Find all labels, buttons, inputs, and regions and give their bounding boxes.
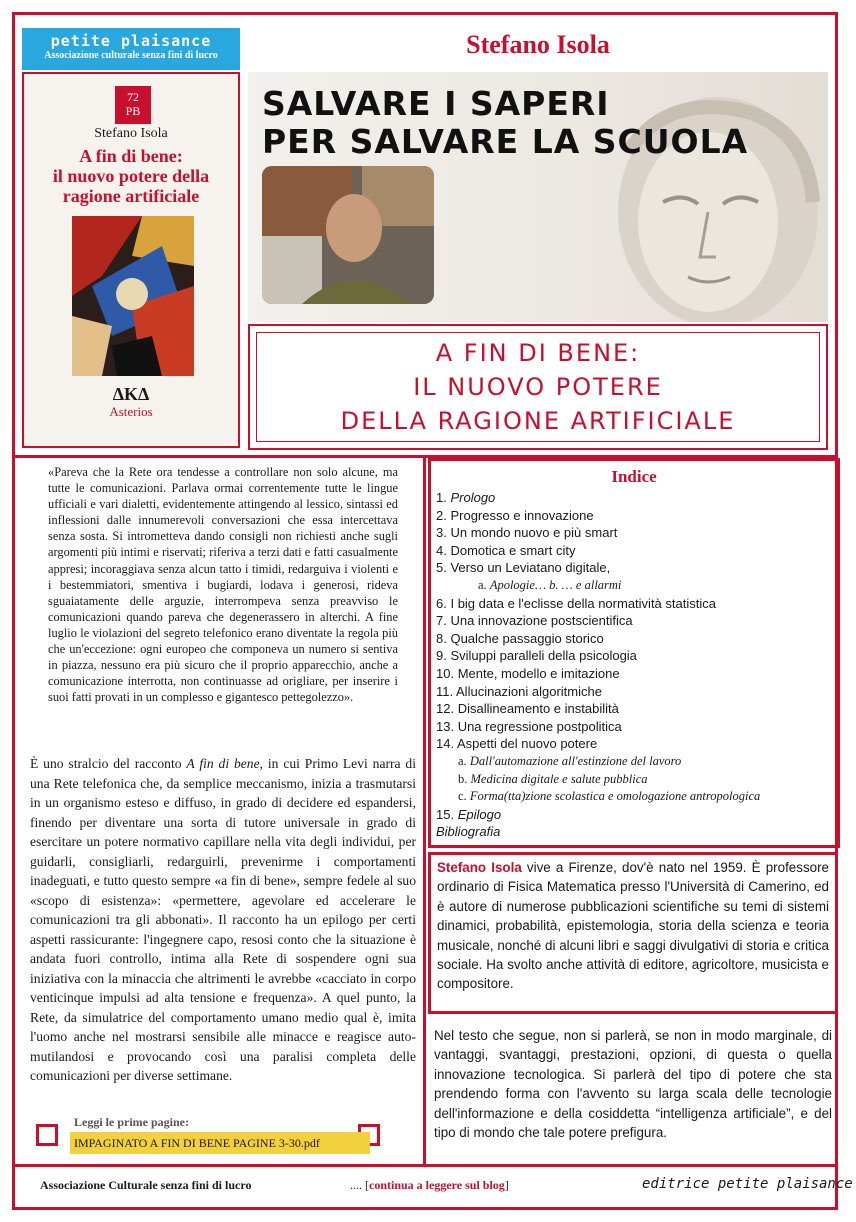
index-item bbox=[436, 524, 836, 542]
index-item-number: 12. bbox=[436, 701, 458, 717]
index-item bbox=[436, 489, 836, 507]
series-number: 72 bbox=[127, 90, 139, 104]
index-item-title: Domotica e smart city bbox=[450, 542, 576, 558]
cover-title-line: il nuovo potere della bbox=[52, 166, 210, 186]
index-item bbox=[436, 700, 836, 718]
index-item-title: Epilogo bbox=[457, 806, 502, 822]
subtitle-line-2: IL NUOVO POTERE bbox=[413, 373, 663, 401]
index-item-number: a. bbox=[458, 753, 470, 768]
subtitle-line-3: DELLA RAGIONE ARTIFICIALE bbox=[340, 407, 736, 435]
index-item-title: Aspetti del nuovo potere bbox=[456, 736, 598, 752]
author-heading: Stefano Isola bbox=[466, 30, 610, 59]
index-item bbox=[436, 542, 836, 560]
index-item-title: Dall'automazione all'estinzione del lavoro bbox=[469, 753, 682, 768]
index-item-number: 8. bbox=[436, 630, 451, 646]
intro-text bbox=[30, 754, 416, 1086]
footer-prefix: .... [ bbox=[350, 1178, 369, 1192]
index-item-title: Sviluppi paralleli della psicologia bbox=[450, 648, 637, 664]
summary-paragraph: Nel testo che segue, non si parlerà, se non in modo marginale, di vantaggi, svantaggi, prestazioni, opzioni, di questa o quella innovazione tecnologica. Si parlerà del tipo di potere che sta prendendo forma con l'avvento su larga scala delle tecnologie dell'informazione e della cosiddetta “intelligenza artificiale”, e del tipo di mondo che tale potere prefigura. bbox=[434, 1028, 832, 1141]
index-item bbox=[436, 806, 836, 824]
index-item bbox=[436, 823, 836, 841]
index-item bbox=[436, 577, 836, 595]
author-photo bbox=[262, 166, 434, 304]
index-item-number: 14. bbox=[436, 736, 457, 752]
bio-name: Stefano Isola bbox=[437, 860, 522, 875]
publisher-logo: ΔΚΔ bbox=[112, 384, 150, 404]
banner-line-2: PER SALVARE LA SCUOLA bbox=[262, 122, 749, 161]
pdf-link[interactable]: IMPAGINATO A FIN DI BENE PAGINE 3-30.pdf bbox=[70, 1132, 370, 1154]
index-item bbox=[436, 735, 836, 753]
read-first-pages bbox=[30, 1112, 386, 1158]
index-item-number: 11. bbox=[436, 683, 457, 699]
publisher-name: Asterios bbox=[109, 404, 153, 419]
index-item bbox=[436, 753, 836, 771]
footer-blog bbox=[350, 1178, 509, 1193]
index-list bbox=[436, 489, 836, 841]
cover-title bbox=[24, 146, 238, 206]
quote-excerpt bbox=[48, 464, 398, 705]
index-item-number: 10. bbox=[436, 665, 458, 681]
table-of-contents bbox=[428, 458, 840, 848]
index-item-title: Qualche passaggio storico bbox=[450, 630, 604, 646]
index-item-number: a. bbox=[478, 577, 490, 592]
index-item-title: Progresso e innovazione bbox=[450, 507, 594, 523]
index-item bbox=[436, 630, 836, 648]
index-item bbox=[436, 771, 836, 789]
index-item-title: Disallineamento e instabilità bbox=[457, 701, 619, 717]
index-item-title: Mente, modello e imitazione bbox=[457, 665, 620, 681]
index-item bbox=[436, 665, 836, 683]
index-item-number: 2. bbox=[436, 507, 451, 523]
index-item-number: 3. bbox=[436, 525, 451, 541]
intro-italic: A fin di bene bbox=[186, 756, 260, 771]
brand-header bbox=[22, 28, 240, 70]
index-item-title: Una innovazione postscientifica bbox=[450, 613, 633, 629]
index-item bbox=[436, 647, 836, 665]
summary-text bbox=[434, 1026, 832, 1142]
index-item bbox=[436, 718, 836, 736]
banner-line-1: SALVARE I SAPERI bbox=[262, 84, 610, 123]
subtitle-line-1: A FIN DI BENE: bbox=[435, 339, 641, 367]
brand-name: petite plaisance bbox=[50, 32, 212, 50]
index-item-number: 7. bbox=[436, 613, 451, 629]
cover-artwork bbox=[72, 216, 194, 376]
cover-title-line: A fin di bene: bbox=[79, 146, 183, 166]
index-title: Indice bbox=[611, 467, 657, 486]
index-item-title: Un mondo nuovo e più smart bbox=[450, 525, 618, 541]
read-label: Leggi le prime pagine: bbox=[74, 1115, 189, 1129]
cover-author: Stefano Isola bbox=[94, 126, 168, 141]
quote-text: «Pareva che la Rete ora tendesse a controllare non solo alcune, ma tutte le comunicazioni. Parlava ormai correntemente tutte le lingue ufficiali e vari dialetti, evidentemente attingendo al lessico, sintassi ed inflessioni dalle innumerevoli conversazioni che essa intercettava senza sosta. Si intrometteva dando consigli non richiesti anche sugli argomenti più intimi e riservati; riferiva a terzi dati e fatti casualmente appresi; incoraggiava senza alcun tatto i timidi, redarguiva i violenti e i bestemmiatori, smentiva i bugiardi, lodava i generosi, rideva sguaiatamente delle arguzie, interrompeva senza preavviso le comunicazioni quando pareva che degenerassero in alterchi. A fine luglio le violazioni del segreto telefonico erano diventate la regola più che un'eccezione: ogni europeo che componeva un numero si sentiva in piazza, nessuno era più sicuro che il proprio apparecchio, anche a comunicazione interrotta, non continuasse ad origliare, per inserire i suoi fatti provati in un complesso e gigantesco pettegolezzo». bbox=[48, 465, 398, 705]
index-item-number: c. bbox=[458, 789, 470, 804]
footer-suffix: ] bbox=[504, 1178, 509, 1192]
author-bio bbox=[428, 852, 838, 1014]
index-item bbox=[436, 507, 836, 525]
banner bbox=[248, 72, 828, 322]
index-item-title: Bibliografia bbox=[436, 824, 501, 840]
intro-part1: È uno stralcio del racconto bbox=[30, 756, 187, 771]
index-item-title: Allucinazioni algoritmiche bbox=[456, 683, 602, 699]
index-item-number: 1. bbox=[436, 490, 451, 505]
subtitle-box bbox=[248, 324, 828, 450]
index-item bbox=[436, 683, 836, 701]
index-item bbox=[436, 788, 836, 806]
index-item-number: 5. bbox=[436, 560, 451, 576]
index-item-title: Prologo bbox=[450, 490, 496, 505]
index-item-number: 4. bbox=[436, 542, 451, 558]
index-item-title: Una regressione postpolitica bbox=[457, 718, 622, 734]
index-item bbox=[436, 612, 836, 630]
index-item-number: 13. bbox=[436, 718, 458, 734]
footer-publisher: editrice petite plaisance bbox=[642, 1176, 853, 1192]
cover-title-line: ragione artificiale bbox=[62, 186, 200, 206]
index-item bbox=[436, 559, 836, 577]
book-cover[interactable] bbox=[22, 72, 240, 448]
index-item-title: Verso un Leviatano digitale, bbox=[450, 560, 611, 576]
intro-part2: , in cui Primo Levi narra di una Rete telefonica che, da semplice meccanismo, inizia a trasmutarsi in un organismo esteso e diffuso, in grado di decidere ed espandersi, finendo per diventare una sorta di tutore universale in grado di esercitare un potere normativo capillare nella vita degli individui, per guidarli, consigliarli, redarguirli, prevenirme i comportamenti inadeguati, e tutto questo sempre «a fin di bene», sempre fedele al suo «scopo di esistenza»: «permettere, agevolare ed accelerare le comunicazioni tra gli abbonati». Il racconto ha un epilogo per certi aspetti rassicurante: l'ingegnere capo, resosi conto che la situazione è andata fuori controllo, intima alla Rete di sospendere ogni sua iniziativa con la minaccia che altrimenti le avrebbe «cacciato in corpo venticinque impulsi ad alta tensione e frequenza». A quel punto, la Rete, da simulatrice del comportamento umano medio qual è, imita l'uomo anche nel mostrarsi sensibile alle minacce e reagisce auto-mutilandosi e provocando così una paralisi completa delle comunicazioni per diverse settimane. bbox=[30, 756, 416, 1083]
index-item-title: Medicina digitale e salute pubblica bbox=[470, 771, 648, 786]
bio-text: vive a Firenze, dov'è nato nel 1959. È professore ordinario di Fisica Matematica presso l'Università di Camerino, ed è autore di numerose pubblicazioni scientifiche su temi di sistemi dinamici, probabilità, epistemologia, storia della scienza e teoria musicale, nonché di alcuni libri e saggi divulgativi di storia e critica sociale. Ha svolto anche attività di editore, agricoltore, musicista e compositore. bbox=[437, 860, 829, 992]
series-badge bbox=[115, 86, 151, 124]
divider bbox=[12, 1164, 838, 1167]
index-item-number: 6. bbox=[436, 595, 451, 611]
index-item-number: 9. bbox=[436, 648, 451, 664]
continue-reading-link[interactable]: continua a leggere sul blog bbox=[369, 1178, 505, 1192]
index-item bbox=[436, 595, 836, 613]
divider bbox=[423, 458, 426, 1164]
index-item-title: I big data e l'eclisse della normatività statistica bbox=[450, 595, 716, 611]
index-item-number: 15. bbox=[436, 806, 458, 822]
subtitle-inner bbox=[256, 332, 820, 442]
series-code: PB bbox=[125, 104, 141, 118]
footer-association: Associazione Culturale senza fini di lucro bbox=[40, 1178, 252, 1192]
index-item-title: Apologie… b. … e allarmi bbox=[489, 577, 622, 592]
index-item-title: Forma(tta)zione scolastica e omologazione antropologica bbox=[469, 789, 761, 804]
index-item-number: b. bbox=[458, 771, 471, 786]
brand-tagline: Associazione culturale senza fini di lucro bbox=[44, 50, 218, 61]
decorative-square bbox=[36, 1124, 58, 1146]
